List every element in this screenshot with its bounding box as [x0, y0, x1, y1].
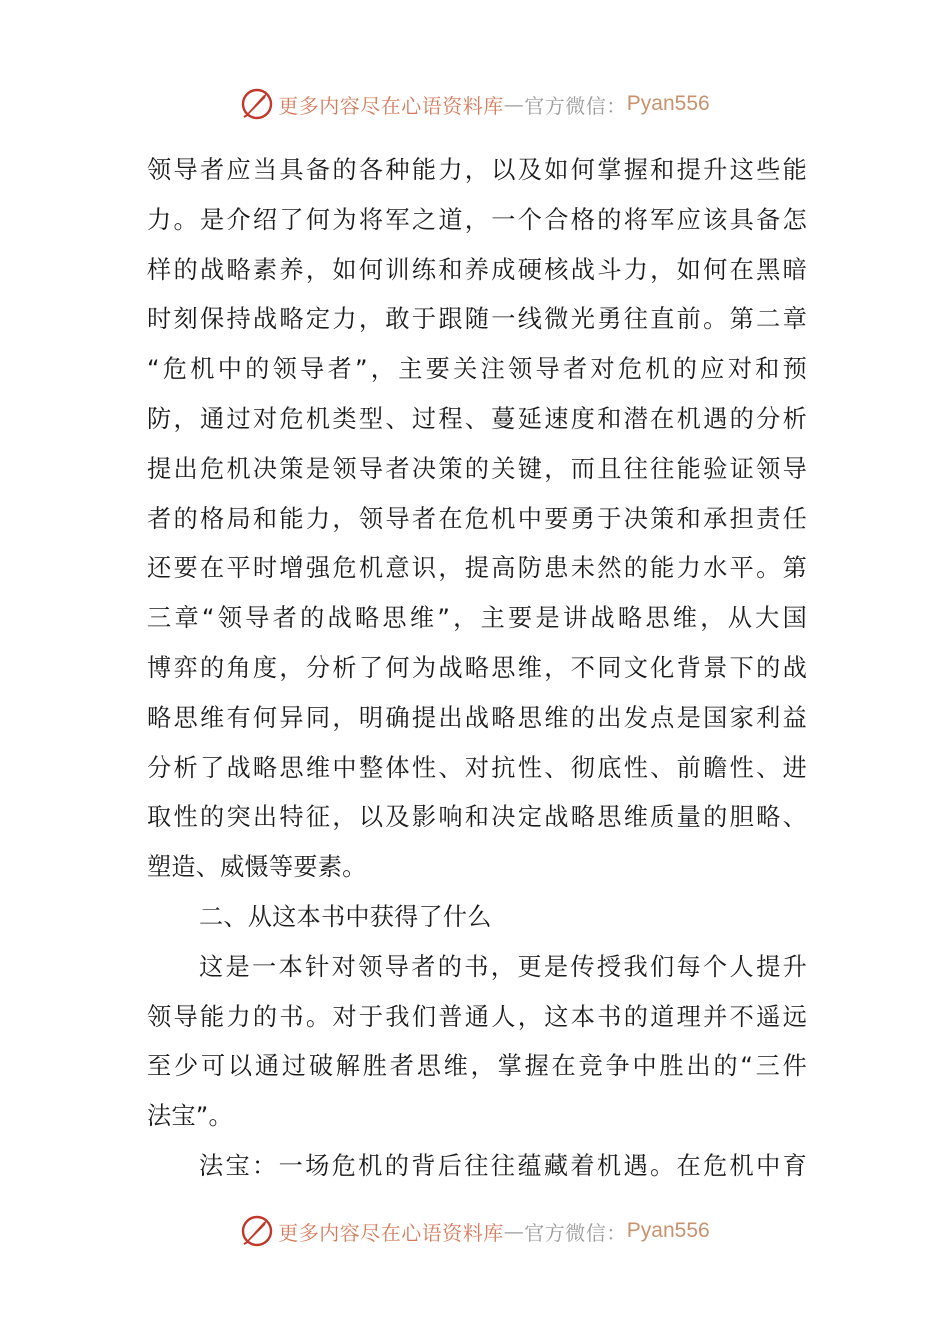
text-line: 力。是介绍了何为将军之道，一个合格的将军应该具备怎 [147, 205, 807, 234]
text-line: 领导能力的书。对于我们普通人，这本书的道理并不遥远 [147, 1002, 807, 1031]
text-line: 样的战略素养，如何训练和养成硬核战斗力，如何在黑暗 [147, 255, 807, 284]
text-line: 三章“领导者的战略思维”，主要是讲战略思维，从大国 [147, 604, 807, 633]
text-line: 法宝”。 [147, 1102, 233, 1131]
watermark-dash: — [503, 1219, 525, 1243]
text-line: 时刻保持战略定力，敢于跟随一线微光勇往直前。第二章 [147, 305, 807, 334]
watermark-site-text: 更多内容尽在心语资料库 [278, 1220, 504, 1245]
text-line: 还要在平时增强危机意识，提高防患未然的能力水平。第 [147, 554, 807, 583]
text-line: 提出危机决策是领导者决策的关键，而且往往能验证领导 [147, 454, 807, 483]
quill-pen-logo-icon [240, 1214, 274, 1248]
text-line: 分析了战略思维中整体性、对抗性、彻底性、前瞻性、进 [147, 753, 807, 782]
text-line: 塑造、威慑等要素。 [147, 853, 367, 882]
watermark-account-id: Pyan556 [626, 92, 710, 115]
text-line: 者的格局和能力，领导者在危机中要勇于决策和承担责任 [147, 504, 807, 533]
section-heading: 二、从这本书中获得了什么 [199, 902, 492, 931]
watermark-site-text: 更多内容尽在心语资料库 [278, 93, 504, 118]
footer-watermark [0, 1211, 950, 1251]
text-line: “危机中的领导者”，主要关注领导者对危机的应对和预 [147, 355, 807, 384]
watermark-wechat-label: 官方微信： [524, 93, 627, 118]
text-line: 至少可以通过破解胜者思维，掌握在竞争中胜出的“三件 [147, 1052, 807, 1081]
text-line: 取性的突出特征，以及影响和决定战略思维质量的胆略、 [147, 803, 807, 832]
text-line: 领导者应当具备的各种能力，以及如何掌握和提升这些能 [147, 156, 807, 184]
header-watermark [0, 84, 950, 124]
text-line: 博弈的角度，分析了何为战略思维，不同文化背景下的战 [147, 653, 807, 682]
quill-pen-logo-icon [240, 87, 274, 121]
text-line: 这是一本针对领导者的书，更是传授我们每个人提升 [199, 952, 807, 981]
watermark-account-id: Pyan556 [626, 1219, 710, 1242]
text-line: 法宝：一场危机的背后往往蕴藏着机遇。在危机中育 [199, 1151, 807, 1180]
watermark-dash: — [503, 92, 525, 116]
watermark-wechat-label: 官方微信： [524, 1220, 627, 1245]
document-body [147, 146, 807, 1192]
text-line: 防，通过对危机类型、过程、蔓延速度和潜在机遇的分析 [147, 404, 807, 433]
text-line: 略思维有何异同，明确提出战略思维的出发点是国家利益 [147, 703, 807, 732]
